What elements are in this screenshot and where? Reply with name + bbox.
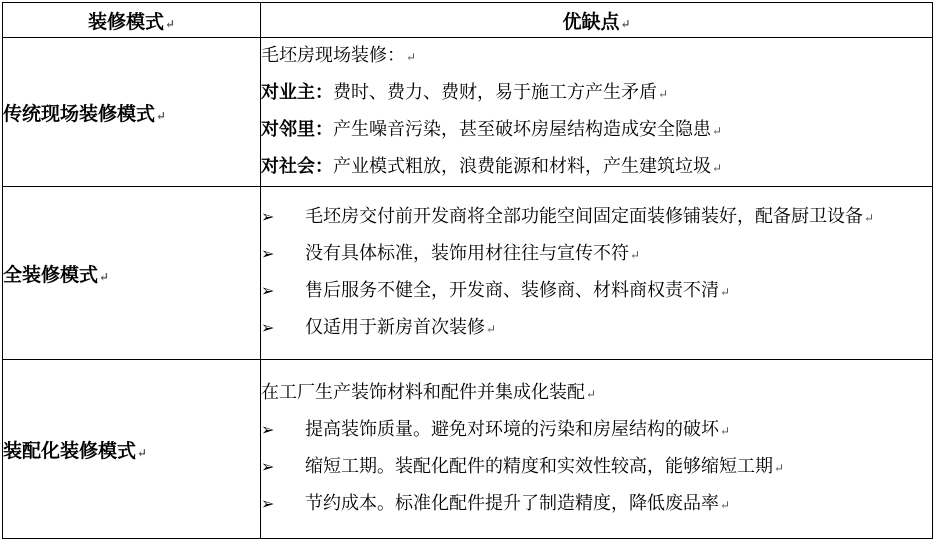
pros-cons-cell — [261, 187, 933, 360]
paragraph-mark: ↵ — [137, 445, 148, 460]
impact-line — [261, 75, 932, 112]
bullet-content — [305, 199, 932, 236]
mode-label: 全装修模式 — [3, 263, 99, 286]
intro-text: 在工厂生产装饰材料和配件并集成化装配 — [261, 382, 585, 403]
bullet-item — [261, 486, 932, 523]
paragraph-mark: ↵ — [720, 424, 731, 438]
mode-label: 装配化装修模式 — [3, 439, 137, 462]
impact-label: 对社会： — [261, 156, 333, 177]
arrow-bullet-icon: ➢ — [261, 420, 275, 439]
arrow-bullet-icon: ➢ — [261, 281, 275, 300]
impact-line — [261, 149, 932, 186]
paragraph-mark: ↵ — [156, 108, 167, 123]
header-pros-cons — [261, 3, 933, 38]
arrow-bullet-icon: ➢ — [261, 244, 275, 263]
paragraph-mark: ↵ — [864, 211, 875, 225]
bullet-text: 缩短工期。装配化配件的精度和实效性较高，能够缩短工期 — [305, 456, 773, 477]
impact-label: 对业主： — [261, 82, 333, 103]
paragraph-mark: ↵ — [486, 322, 497, 336]
decoration-mode-table — [2, 2, 933, 539]
arrow-bullet-icon: ➢ — [261, 318, 275, 337]
mode-cell — [3, 38, 261, 187]
paragraph-mark: ↵ — [99, 269, 110, 284]
bullet-text: 毛坯房交付前开发商将全部功能空间固定面装修铺装好，配备厨卫设备 — [305, 206, 863, 227]
bullet-content — [305, 449, 932, 486]
impact-line — [261, 112, 932, 149]
bullet-content — [305, 236, 932, 273]
pros-cons-cell — [261, 38, 933, 187]
impact-text: 产业模式粗放，浪费能源和材料，产生建筑垃圾 — [333, 156, 711, 177]
table-row — [3, 360, 933, 539]
pros-cons-cell — [261, 360, 933, 539]
bullet-item — [261, 273, 932, 310]
paragraph-mark: ↵ — [620, 16, 631, 31]
table-row — [3, 187, 933, 360]
mode-cell — [3, 360, 261, 539]
bullet-item — [261, 236, 932, 273]
intro-line — [261, 38, 932, 75]
paragraph-mark: ↵ — [720, 285, 731, 299]
bullet-text: 没有具体标准，装饰用材往往与宣传不符 — [305, 243, 629, 264]
arrow-bullet-icon: ➢ — [261, 457, 275, 476]
paragraph-mark: ↵ — [720, 498, 731, 512]
intro-text: 毛坯房现场装修： — [261, 45, 405, 66]
paragraph-mark: ↵ — [712, 161, 723, 175]
intro-line — [261, 375, 932, 412]
bullet-text: 售后服务不健全，开发商、装修商、材料商权责不清 — [305, 280, 719, 301]
impact-text: 产生噪音污染，甚至破坏房屋结构造成安全隐患 — [333, 119, 711, 140]
paragraph-mark: ↵ — [586, 387, 597, 401]
paragraph-mark: ↵ — [774, 461, 785, 475]
paragraph-mark: ↵ — [712, 124, 723, 138]
mode-cell — [3, 187, 261, 360]
paragraph-mark: ↵ — [406, 50, 417, 64]
bullet-content — [305, 273, 932, 310]
table-header-row — [3, 3, 933, 38]
header-mode — [3, 3, 261, 38]
arrow-bullet-icon: ➢ — [261, 494, 275, 513]
paragraph-mark: ↵ — [164, 16, 176, 31]
bullet-text: 提高装饰质量。避免对环境的污染和房屋结构的破坏 — [305, 419, 719, 440]
bullet-item — [261, 412, 932, 449]
bullet-text: 仅适用于新房首次装修 — [305, 317, 485, 338]
table-row — [3, 38, 933, 187]
header-pros-cons-label: 优缺点 — [562, 10, 620, 33]
bullet-item — [261, 199, 932, 236]
bullet-content — [305, 412, 932, 449]
bullet-text: 节约成本。标准化配件提升了制造精度，降低废品率 — [305, 493, 719, 514]
header-mode-label: 装修模式 — [87, 10, 164, 33]
bullet-content — [305, 310, 932, 347]
bullet-item — [261, 310, 932, 347]
impact-label: 对邻里： — [261, 119, 333, 140]
bullet-content — [305, 486, 932, 523]
mode-label: 传统现场装修模式 — [3, 102, 156, 125]
impact-text: 费时、费力、费财，易于施工方产生矛盾 — [333, 82, 657, 103]
paragraph-mark: ↵ — [658, 87, 669, 101]
bullet-item — [261, 449, 932, 486]
arrow-bullet-icon: ➢ — [261, 207, 275, 226]
paragraph-mark: ↵ — [630, 248, 641, 262]
